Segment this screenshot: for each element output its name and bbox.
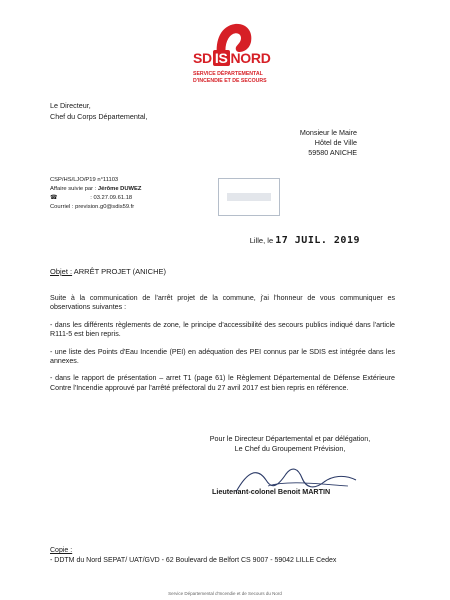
copy-label: Copie :	[50, 547, 73, 554]
logo-subtitle	[193, 71, 267, 84]
courriel-row	[50, 203, 141, 212]
logo-brand	[193, 50, 271, 66]
sender-line1: Le Directeur,	[50, 101, 91, 110]
reception-stamp	[218, 178, 280, 216]
body-paragraph-2: - dans les différents règlements de zone, le principe d'accessibilité des secours publics indiqué dans l'article R111-5 est bien repris.	[50, 320, 395, 339]
recipient-line3: 59580 ANICHE	[308, 148, 357, 157]
date-value: 17 JUIL. 2019	[275, 235, 360, 246]
reference-number: CSP/HS/LJO/P19 n°11103	[50, 177, 119, 183]
letter-body	[50, 294, 395, 401]
phone-value: : 03.27.09.61.18	[90, 195, 133, 201]
logo-sub-line1: SERVICE DÉPARTEMENTAL	[193, 71, 263, 77]
recipient-line1: Monsieur le Maire	[299, 128, 357, 137]
logo-sub-line2: D'INCENDIE ET DE SECOURS	[193, 77, 267, 84]
logo-brand-box: IS	[214, 50, 228, 66]
affaire-label: Affaire suivie par :	[50, 186, 97, 192]
body-paragraph-1: Suite à la communication de l'arrêt projet de la commune, j'ai l'honneur de vous communiquer es observations suivantes :	[50, 294, 395, 312]
logo-brand-right: NORD	[230, 50, 271, 66]
recipient-line2: Hôtel de Ville	[314, 138, 357, 147]
copy-line1: - DDTM du Nord SEPAT/ UAT/GVD - 62 Boulevard de Belfort CS 9007 - 59042 LILLE Cedex	[50, 557, 337, 564]
signatory-name: Lieutenant-colonel Benoit MARTIN	[212, 487, 331, 496]
signature-block	[180, 434, 400, 454]
courriel-label: Courriel :	[50, 204, 74, 210]
subject-line	[50, 267, 166, 276]
subject-value: ARRÊT PROJET (ANICHE)	[73, 267, 166, 276]
reference-block	[50, 176, 141, 212]
body-paragraph-4: - dans le rapport de présentation – arret T1 (page 61) le Règlement Départemental de Défense Extérieure Contre l'Incendie approuvé par l'arrêté préfectoral du 27 avril 2017 est bien repris en référence.	[50, 374, 395, 392]
courriel-value: prevision.g0@sdis59.fr	[75, 204, 135, 210]
stamp-mark	[227, 193, 271, 201]
sender-block	[50, 100, 147, 122]
phone-row	[50, 194, 141, 203]
recipient-block	[300, 128, 357, 158]
body-paragraph-3: - une liste des Points d'Eau Incendie (PEI) en adéquation des PEI connus par le SDIS est intégrée dans les annexes.	[50, 347, 395, 366]
page-footer: Service Départemental d'Incendie et de Secours du Nord	[168, 591, 282, 596]
affaire-row	[50, 185, 141, 194]
subject-label: Objet :	[50, 267, 73, 276]
affaire-value: Jérôme DUWEZ	[97, 186, 142, 192]
phone-icon: ☎	[50, 195, 58, 201]
signature-line1: Pour le Directeur Départemental et par délégation,	[209, 434, 371, 443]
date-prefix: Lille, le	[249, 236, 274, 245]
copy-block	[50, 546, 336, 566]
logo-brand-left: SD	[193, 50, 212, 66]
date-line	[250, 235, 360, 246]
signature-line2: Le Chef du Groupement Prévision,	[234, 444, 346, 453]
sender-line2: Chef du Corps Départemental,	[50, 112, 148, 121]
